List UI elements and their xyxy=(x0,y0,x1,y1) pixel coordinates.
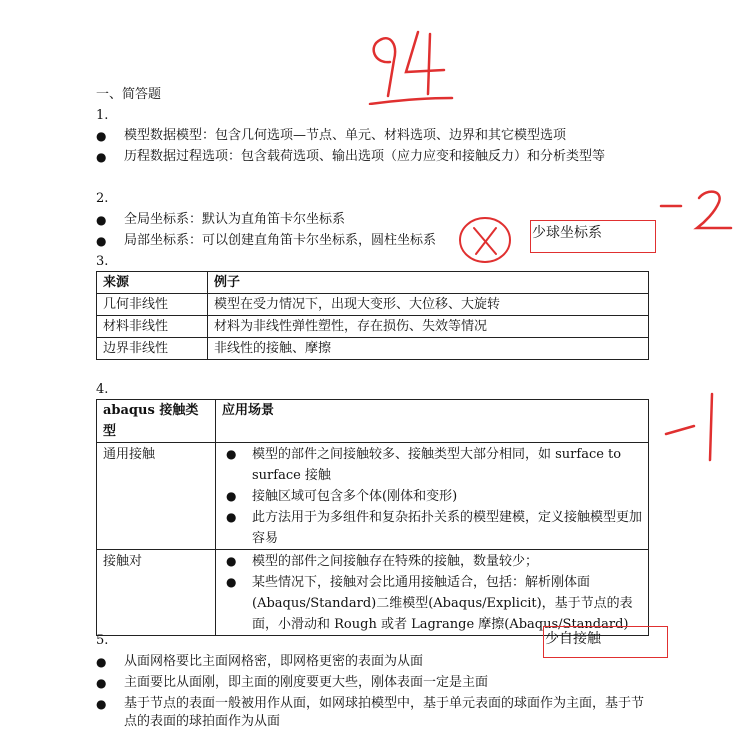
table-header-cell: abaqus 接触类型 xyxy=(97,400,216,443)
list-item: ● 模型的部件之间接触存在特殊的接触，数量较少； xyxy=(222,551,642,572)
table-row xyxy=(97,316,649,338)
bullet-icon: ● xyxy=(96,129,107,143)
bullet-icon: ● xyxy=(226,510,237,524)
table-header-row xyxy=(97,400,649,443)
q1-number: 1. xyxy=(96,108,109,123)
q3-number: 3. xyxy=(96,254,109,269)
section-title: 一、简答题 xyxy=(96,87,162,102)
circled-x-mark-icon xyxy=(456,214,514,266)
bullet-icon: ● xyxy=(226,447,237,461)
table-cell: 边界非线性 xyxy=(97,338,208,360)
table-row xyxy=(97,294,649,316)
table-header-cell: 来源 xyxy=(97,272,208,294)
table-cell xyxy=(216,550,649,636)
q4-number: 4. xyxy=(96,382,109,397)
table-cell: 几何非线性 xyxy=(97,294,208,316)
bullet-icon: ● xyxy=(96,150,107,164)
bullet-icon: ● xyxy=(226,575,237,589)
table-cell: 材料非线性 xyxy=(97,316,208,338)
bullet-icon: ● xyxy=(96,213,107,227)
list-item: ● 某些情况下，接触对会比通用接触适合，包括：解析刚体面(Abaqus/Standard)二维模型(Abaqus/Explicit)，基于节点的表面，小滑动和 Rough 或者 Lagrange 摩擦(Abaqus/Standard) xyxy=(222,572,642,635)
q2-number: 2. xyxy=(96,191,109,206)
q5-note-text: 少自接触 xyxy=(545,631,601,647)
table-header-cell: 应用场景 xyxy=(216,400,649,443)
table-cell: 模型在受力情况下，出现大变形、大位移、大旋转 xyxy=(208,294,649,316)
table-cell: 非线性的接触、摩擦 xyxy=(208,338,649,360)
bullet-icon: ● xyxy=(96,234,107,248)
bullet-icon: ● xyxy=(96,697,107,711)
table-cell: 通用接触 xyxy=(97,443,216,550)
q2-note-text: 少球坐标系 xyxy=(532,225,602,241)
score-handwriting xyxy=(360,20,460,105)
table-header-row xyxy=(97,272,649,294)
table-cell xyxy=(216,443,649,550)
table-row xyxy=(97,550,649,636)
list-item: ● 接触区域可包含多个体(刚体和变形) xyxy=(222,486,642,507)
table-row xyxy=(97,443,649,550)
bullet-icon: ● xyxy=(226,489,237,503)
table-row xyxy=(97,338,649,360)
q5-number: 5. xyxy=(96,633,109,648)
bullet-icon: ● xyxy=(96,655,107,669)
q3-table xyxy=(96,271,649,360)
deduction-q2-handwriting xyxy=(655,188,740,233)
q4-table xyxy=(96,399,649,636)
bullet-icon: ● xyxy=(226,554,237,568)
bullet-icon: ● xyxy=(96,676,107,690)
list-item: ● 此方法用于为多组件和复杂拓扑关系的模型建模，定义接触模型更加容易 xyxy=(222,507,642,549)
table-header-cell: 例子 xyxy=(208,272,649,294)
deduction-q4-handwriting xyxy=(660,388,730,468)
table-cell: 接触对 xyxy=(97,550,216,636)
table-cell: 材料为非线性弹性塑性，存在损伤、失效等情况 xyxy=(208,316,649,338)
list-item: ● 模型的部件之间接触较多、接触类型大部分相同，如 surface to surface 接触 xyxy=(222,444,642,486)
